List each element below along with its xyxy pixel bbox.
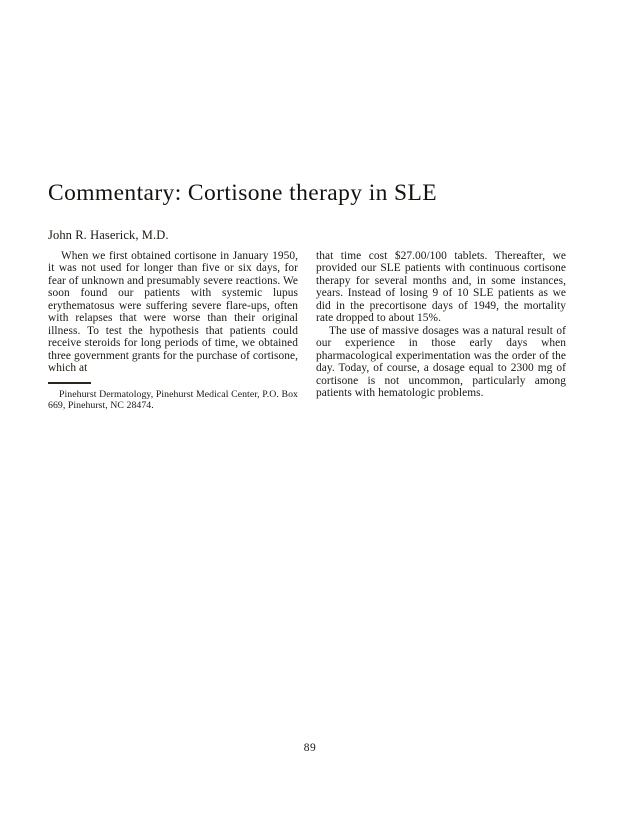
right-column — [316, 250, 566, 411]
affiliation-footnote: Pinehurst Dermatology, Pinehurst Medical Center, P.O. Box 669, Pinehurst, NC 28474. — [48, 388, 298, 411]
article-title: Commentary: Cortisone therapy in SLE — [48, 180, 438, 206]
text-columns — [48, 250, 566, 411]
page-number: 89 — [303, 742, 317, 754]
body-paragraph-1: When we first obtained cortisone in January 1950, it was not used for longer than five or six days, for fear of unknown and presumably severe reactions. We soon found our patients with systemic lupus erythematosus were suffering severe flare-ups, often with relapses that were worse than their original illness. To test the hypothesis that patients could receive steroids for long periods of time, we obtained three government grants for the purchase of cortisone, which at — [48, 250, 298, 375]
left-column — [48, 250, 298, 411]
body-paragraph-3: The use of massive dosages was a natural result of our experience in those early days when pharmacological experimentation was the order of the day. Today, of course, a dosage equal to 2300 mg of cortisone is not uncommon, particularly among patients with hematologic problems. — [316, 324, 566, 399]
article-author: John R. Haserick, M.D. — [48, 228, 169, 242]
body-paragraph-2: that time cost $27.00/100 tablets. Thereafter, we provided our SLE patients with continuous cortisone therapy for several months and, in some instances, years. Instead of losing 9 of 10 SLE patients as we did in the precortisone days of 1949, the mortality rate dropped to about 15%. — [316, 250, 566, 325]
footnote-rule — [48, 382, 91, 384]
